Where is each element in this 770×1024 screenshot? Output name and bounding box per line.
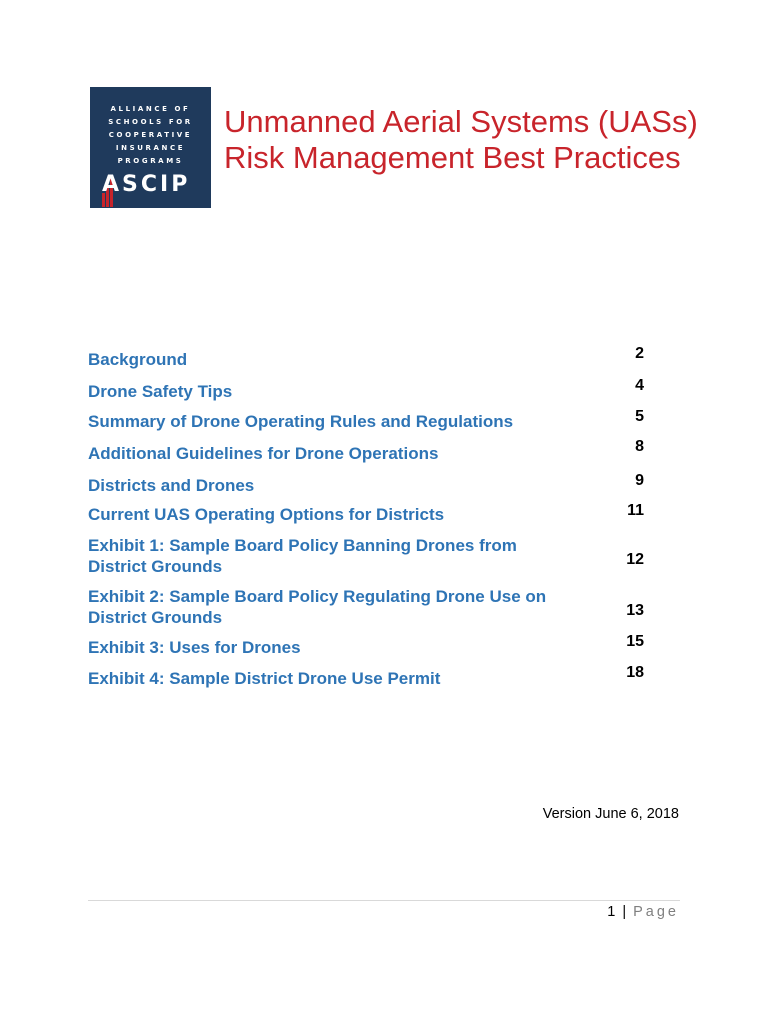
toc-page-number: 9 — [635, 472, 644, 489]
footer-page-number: 1 — [607, 904, 616, 920]
ascip-logo — [90, 87, 211, 208]
logo-line: PROGRAMS — [117, 157, 184, 165]
logo-line: ALLIANCE OF — [110, 105, 191, 113]
toc-page-number: 12 — [626, 551, 644, 568]
document-title: Unmanned Aerial Systems (UASs) Risk Management Best Practices — [224, 104, 698, 175]
toc-link-operating-options[interactable]: Current UAS Operating Options for Districts — [88, 505, 445, 524]
toc-page-number: 18 — [626, 664, 644, 681]
toc-page-number: 2 — [635, 345, 644, 362]
toc-link-exhibit-1[interactable]: Exhibit 1: Sample Board Policy Banning Drones from District Grounds — [88, 536, 517, 576]
toc-page-number: 11 — [627, 502, 644, 519]
logo-line: COOPERATIVE — [108, 131, 193, 139]
toc-link-districts-and-drones[interactable]: Districts and Drones — [88, 476, 255, 495]
toc-page-number: 15 — [626, 633, 644, 650]
toc-link-additional-guidelines[interactable]: Additional Guidelines for Drone Operations — [88, 444, 439, 463]
toc-link-drone-safety-tips[interactable]: Drone Safety Tips — [88, 382, 233, 401]
toc-link-exhibit-4[interactable]: Exhibit 4: Sample District Drone Use Permit — [88, 669, 441, 688]
logo-wordmark: ASCIP — [102, 172, 191, 197]
toc-page-number: 13 — [626, 602, 644, 619]
footer-divider — [88, 900, 680, 901]
toc-page-number: 4 — [635, 377, 644, 394]
logo-line: SCHOOLS FOR — [108, 118, 193, 126]
footer-page-word: Page — [633, 904, 679, 920]
toc-link-exhibit-2[interactable]: Exhibit 2: Sample Board Policy Regulating Drone Use on District Grounds — [88, 587, 547, 627]
toc-page-number: 8 — [635, 438, 644, 455]
toc-page-number: 5 — [635, 408, 644, 425]
toc-link-exhibit-3[interactable]: Exhibit 3: Uses for Drones — [88, 638, 301, 657]
page-footer — [607, 903, 679, 921]
footer-separator: | — [622, 904, 627, 920]
toc-link-operating-rules[interactable]: Summary of Drone Operating Rules and Regulations — [88, 412, 514, 431]
version-date: Version June 6, 2018 — [542, 806, 679, 822]
logo-line: INSURANCE — [115, 144, 186, 152]
toc-link-background[interactable]: Background — [88, 350, 188, 369]
